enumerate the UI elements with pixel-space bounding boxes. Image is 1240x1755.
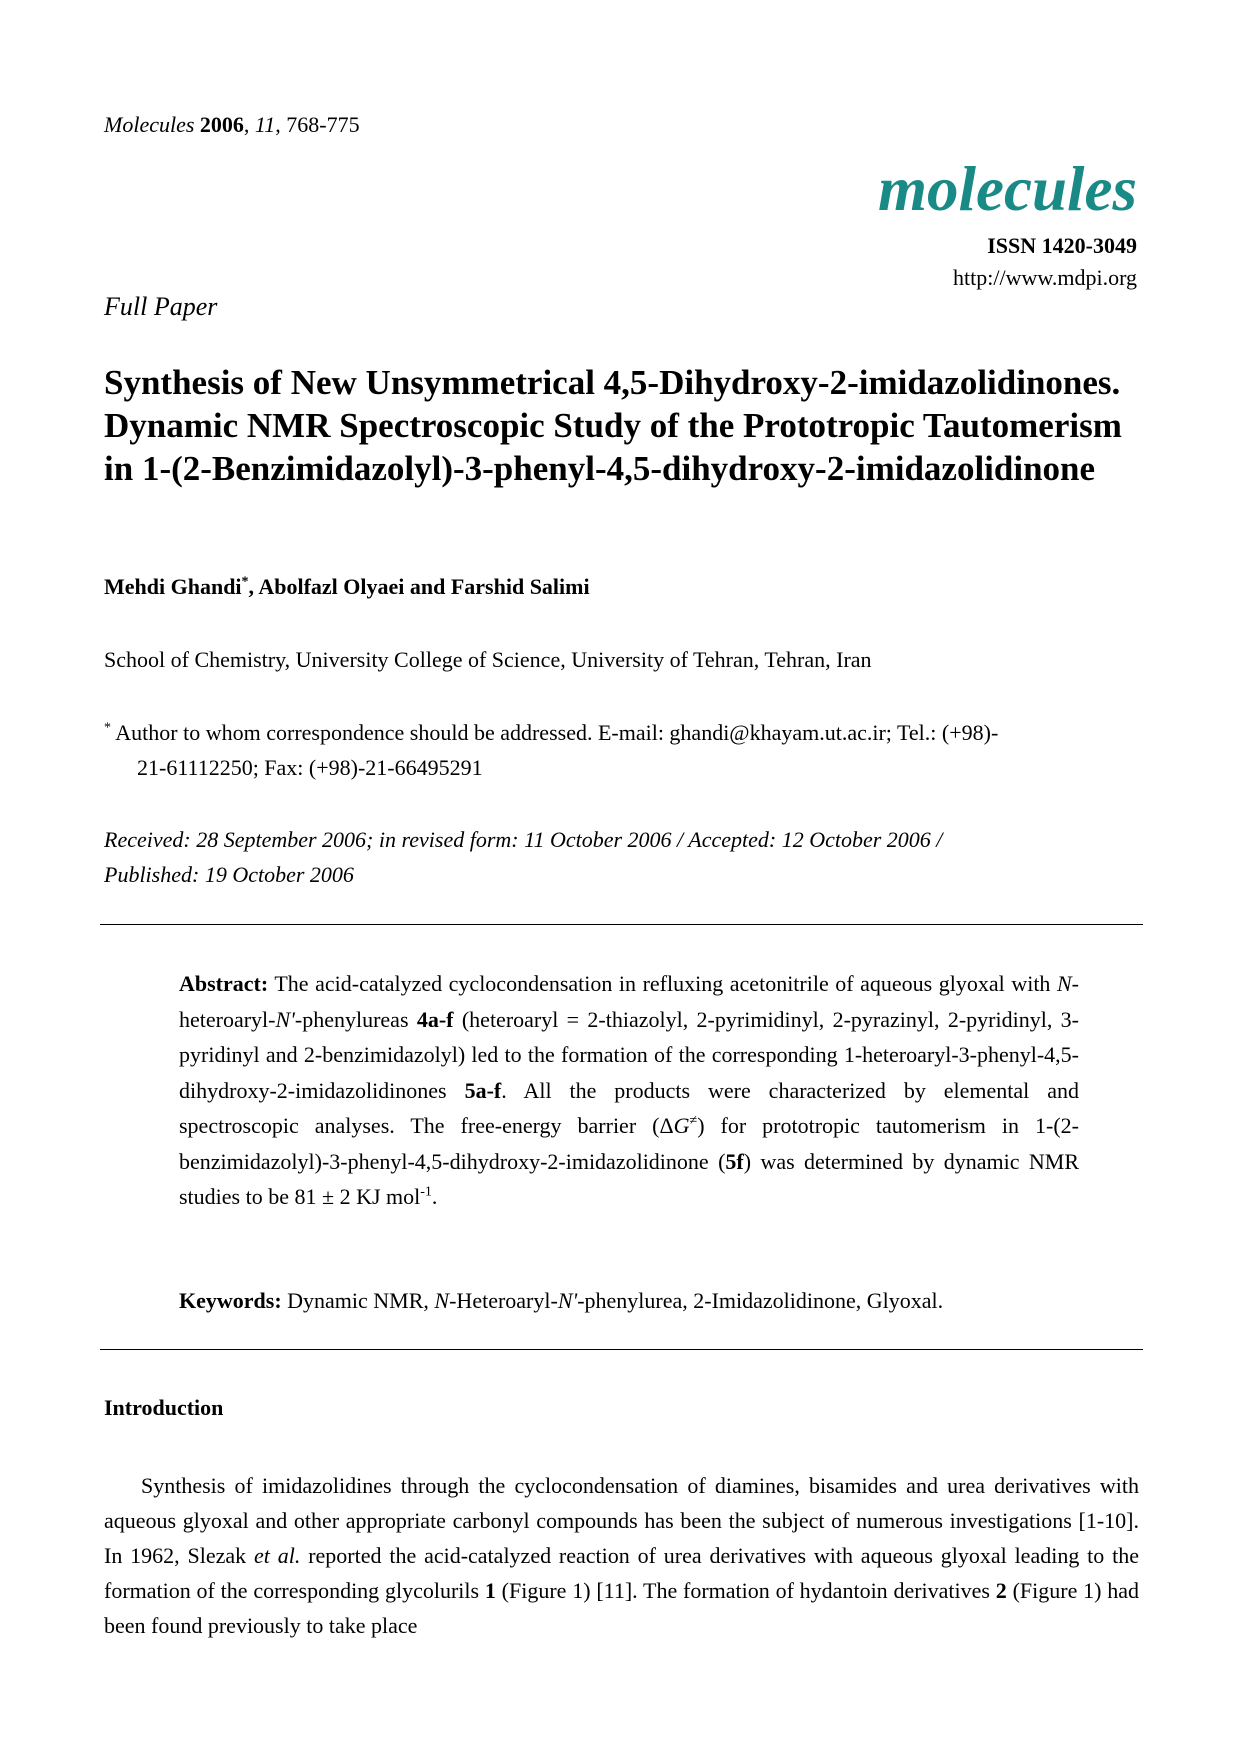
divider-bottom [100,1349,1143,1350]
abstract: Abstract: The acid-catalyzed cyclocondensation in refluxing acetonitrile of aqueous glyoxal with N-heteroaryl-N'-phenylureas 4a-f (heteroaryl = 2-thiazolyl, 2-pyrimidinyl, 2-pyrazinyl, 2-pyridinyl, 3-pyridinyl and 2-benzimidazolyl) led to the formation of the corresponding 1-heteroaryl-3-phenyl-4,5-dihydroxy-2-imidazolidinones 5a-f. All the products were characterized by elemental and spectroscopic analyses. The free-energy barrier (ΔG≠) for prototropic tautomerism in 1-(2-benzimidazolyl)-3-phenyl-4,5-dihydroxy-2-imidazolidinone (5f) was determined by dynamic NMR studies to be 81 ± 2 KJ mol$^{-1}$. [179,971,1080,1209]
affiliation: School of Chemistry, University College of Science, University of Tehran, Tehran, Iran [104,647,872,672]
author-list: Mehdi Ghandi*, Abolfazl Olyaei and Farshid Salimi [104,574,590,599]
journal-url[interactable]: http://www.mdpi.org [953,265,1137,290]
correspondence-note: * Author to whom correspondence should be addressed. E-mail: ghandi@khayam.ut.ac.ir; Tel.: (+98)- 21-61112250; Fax: (+98)-21-66495291 [104,720,999,780]
issn: ISSN 1420-3049 [987,233,1137,258]
citation: Molecules 2006, 11, 768-775 [104,112,360,137]
journal-masthead [878,154,1137,291]
section-heading-introduction: Introduction [104,1395,224,1420]
paper-type: Full Paper [104,292,218,321]
keywords: Keywords: Dynamic NMR, N-Heteroaryl-N'-phenylurea, 2-Imidazolidinone, Glyoxal. [179,1288,944,1313]
journal-logo: molecules [878,154,1137,224]
divider-top [100,924,1143,925]
publication-dates: Received: 28 September 2006; in revised form: 11 October 2006 / Accepted: 12 October 2006 / Published: 19 October 2006 [104,827,943,887]
introduction-paragraph: Synthesis of imidazolidines through the cyclocondensation of diamines, bisamides and urea derivatives with aqueous glyoxal and other appropriate carbonyl compounds has been the subject of numerous investigations [1-10]. In 1962, Slezak et al. reported the acid-catalyzed reaction of urea derivatives with aqueous glyoxal leading to the formation of the corresponding glycolurils 1 (Figure 1) [11]. The formation of hydantoin derivatives 2 (Figure 1) had been found previously to take place [104,1473,1140,1638]
paper-title: Synthesis of New Unsymmetrical 4,5-Dihydroxy-2-imidazolidinones. Dynamic NMR Spectroscopic Study of the Prototropic Tautomerism in 1-(2-Benzimidazolyl)-3-phenyl-4,5-dihydroxy-2-imidazolidinone [104,363,1122,488]
